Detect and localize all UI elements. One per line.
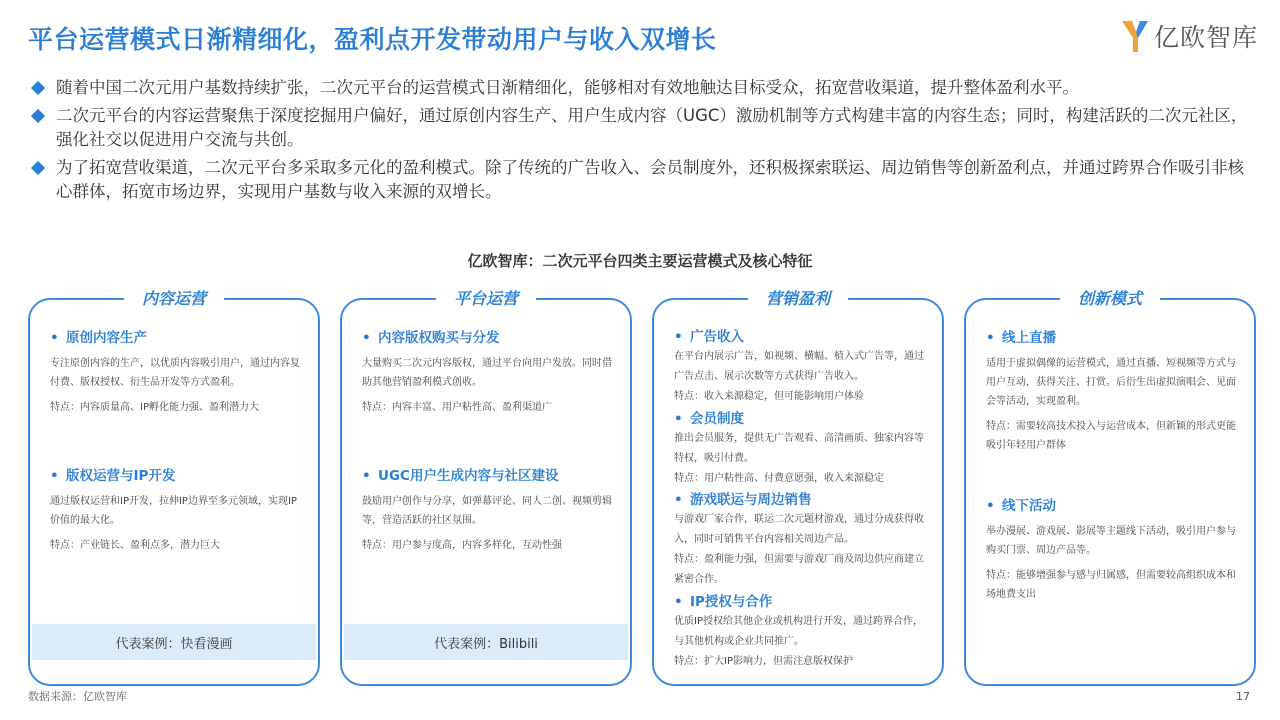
section-feature: 特点：盈利能力强，但需要与游戏厂商及周边供应商建立紧密合作。 bbox=[674, 554, 924, 585]
section-desc: 大量购买二次元内容版权，通过平台向用户发放。同时借助其他营销盈利模式创收。 bbox=[362, 358, 612, 388]
section-block bbox=[362, 466, 618, 555]
section-desc: 在平台内展示广告，如视频、横幅、植入式广告等，通过广告点击、展示次数等方式获得广告收入。 bbox=[674, 351, 924, 382]
section-desc: 举办漫展、游戏展、影展等主题线下活动，吸引用户参与购买门票、周边产品等。 bbox=[986, 526, 1236, 556]
diamond-icon bbox=[31, 81, 45, 95]
section-block bbox=[986, 328, 1242, 455]
section-block bbox=[50, 328, 306, 417]
section-block bbox=[362, 328, 618, 417]
section-feature: 特点：用户粘性高、付费意愿强，收入来源稳定 bbox=[674, 473, 884, 484]
column-heading: 营销盈利 bbox=[654, 288, 942, 310]
bullet-item bbox=[30, 76, 1255, 100]
bullet-text: 二次元平台的内容运营聚焦于深度挖掘用户偏好，通过原创内容生产、用户生成内容（UGC）激励机制等方式构建丰富的内容生态；同时，构建活跃的二次元社区，强化社交以促进用户交流与共创。 bbox=[56, 106, 1248, 149]
section-block bbox=[986, 496, 1242, 604]
section-feature: 特点：收入来源稳定，但可能影响用户体验 bbox=[674, 391, 864, 402]
section-title: • 版权运营与IP开发 bbox=[50, 468, 176, 484]
diamond-icon bbox=[31, 109, 45, 123]
bullet-text: 为了拓宽营收渠道，二次元平台多采取多元化的盈利模式。除了传统的广告收入、会员制度外，还积极探索联运、周边销售等创新盈利点，并通过跨界合作吸引非核心群体，拓宽市场边界，实现用户基数与收入来源的双增长。 bbox=[56, 158, 1244, 201]
logo-text: 亿欧智库 bbox=[1154, 23, 1259, 52]
section-block bbox=[674, 410, 930, 489]
section-title: • IP授权与合作 bbox=[674, 594, 773, 610]
bullet-item bbox=[30, 156, 1255, 204]
column-marketing-profit bbox=[652, 289, 944, 686]
section-title: • 内容版权购买与分发 bbox=[362, 330, 500, 346]
section-title: • 线下活动 bbox=[986, 498, 1056, 514]
section-feature: 特点：内容丰富、用户粘性高、盈利渠道广 bbox=[362, 402, 552, 413]
section-feature: 特点：扩大IP影响力，但需注意版权保护 bbox=[674, 656, 853, 667]
section-desc: 通过版权运营和IP开发，拉伸IP边界至多元领域，实现IP价值的最大化。 bbox=[50, 496, 297, 526]
section-desc: 推出会员服务，提供无广告观看、高清画质、独家内容等特权，吸引付费。 bbox=[674, 433, 924, 464]
section-feature: 特点：内容质量高、IP孵化能力强、盈利潜力大 bbox=[50, 402, 259, 413]
diamond-icon bbox=[31, 161, 45, 175]
section-title: • 会员制度 bbox=[674, 411, 744, 427]
logo bbox=[1120, 18, 1258, 54]
intro-bullets bbox=[30, 76, 1255, 208]
column-heading: 平台运营 bbox=[342, 288, 630, 310]
bullet-item bbox=[30, 104, 1255, 152]
section-feature: 特点：需要较高技术投入与运营成本，但新颖的形式更能吸引年轻用户群体 bbox=[986, 421, 1236, 451]
logo-icon bbox=[1120, 18, 1150, 54]
section-feature: 特点：用户参与度高，内容多样化，互动性强 bbox=[362, 540, 562, 551]
chart-title: 亿欧智库：二次元平台四类主要运营模式及核心特征 bbox=[467, 252, 813, 270]
data-source: 数据来源：亿欧智库 bbox=[28, 690, 127, 703]
section-block bbox=[674, 491, 930, 590]
section-title: • 广告收入 bbox=[674, 329, 744, 345]
bullet-text: 随着中国二次元用户基数持续扩张，二次元平台的运营模式日渐精细化，能够相对有效地触达目标受众，拓宽营收渠道，提升整体盈利水平。 bbox=[56, 78, 1079, 97]
section-block bbox=[674, 593, 930, 672]
section-feature: 特点：产业链长、盈利点多，潜力巨大 bbox=[50, 540, 220, 551]
page-title: 平台运营模式日渐精细化，盈利点开发带动用户与收入双增长 bbox=[28, 25, 717, 54]
case-banner: 代表案例：快看漫画 bbox=[32, 624, 316, 660]
section-desc: 鼓励用户创作与分享，如弹幕评论、同人二创、视频剪辑等，营造活跃的社区氛围。 bbox=[362, 496, 612, 526]
section-desc: 与游戏厂家合作，联运二次元题材游戏，通过分成获得收入，同时可销售平台内容相关周边产品。 bbox=[674, 514, 924, 545]
section-feature: 特点：能够增强参与感与归属感，但需要较高组织成本和场地费支出 bbox=[986, 570, 1236, 600]
section-title: • 游戏联运与周边销售 bbox=[674, 492, 812, 508]
column-content-operation bbox=[28, 289, 320, 686]
section-block bbox=[50, 466, 306, 555]
page-number: 17 bbox=[1236, 690, 1250, 703]
column-innovation-mode bbox=[964, 289, 1256, 686]
case-banner: 代表案例：Bilibili bbox=[344, 624, 628, 660]
section-title: • 原创内容生产 bbox=[50, 330, 147, 346]
section-title: • 线上直播 bbox=[986, 330, 1056, 346]
section-desc: 适用于虚拟偶像的运营模式，通过直播、短视频等方式与用户互动，获得关注、打赏。后衍生出虚拟演唱会、见面会等活动，实现盈利。 bbox=[986, 358, 1236, 407]
section-desc: 专注原创内容的生产，以优质内容吸引用户，通过内容复付费、版权授权、衍生品开发等方式盈利。 bbox=[50, 358, 300, 388]
section-title: • UGC用户生成内容与社区建设 bbox=[362, 468, 559, 484]
section-desc: 优质IP授权给其他企业或机构进行开发，通过跨界合作，与其他机构或企业共同推广。 bbox=[674, 616, 923, 647]
column-heading: 创新模式 bbox=[966, 288, 1254, 310]
column-heading: 内容运营 bbox=[30, 288, 318, 310]
section-block bbox=[674, 328, 930, 407]
column-platform-operation bbox=[340, 289, 632, 686]
